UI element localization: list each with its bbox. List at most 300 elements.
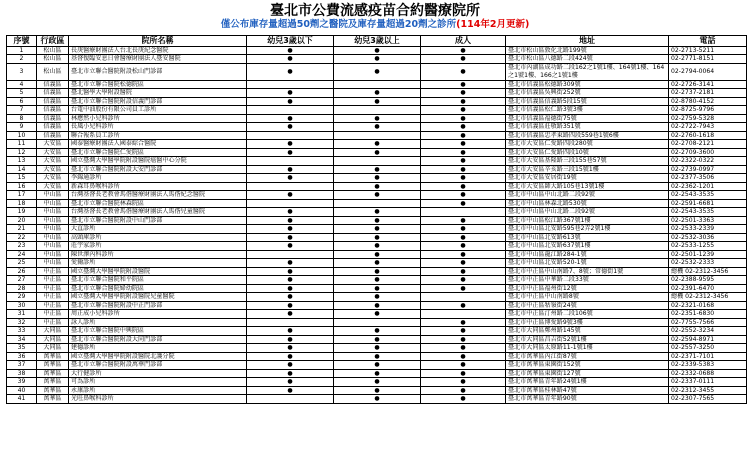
row-number: 34	[7, 335, 37, 344]
over3-mark: ●	[334, 174, 421, 183]
address-cell: 臺北市中山區北安路613號	[506, 233, 669, 242]
clinic-name: 國泰醫療財團法人國泰綜合醫院	[69, 140, 247, 149]
phone-cell: 02-8725-9796	[669, 106, 747, 115]
district-cell: 信義區	[37, 106, 69, 115]
table-row	[7, 55, 747, 64]
over3-mark	[334, 318, 421, 327]
over3-mark: ●	[334, 284, 421, 293]
address-cell: 臺北市中山區龍江路284-1號	[506, 250, 669, 259]
table-row	[7, 335, 747, 344]
address-cell: 臺北市中正區牯嶺街24號	[506, 301, 669, 310]
adult-mark: ●	[421, 191, 506, 200]
under3-mark	[247, 318, 334, 327]
clinic-name: 臺北市立聯合醫院附設松山門診部	[69, 63, 247, 80]
adult-mark	[421, 293, 506, 302]
district-cell: 松山區	[37, 46, 69, 55]
under3-mark	[247, 199, 334, 208]
over3-mark: ●	[334, 301, 421, 310]
phone-cell: 02-7755-7566	[669, 318, 747, 327]
row-number: 18	[7, 199, 37, 208]
clinic-name: 陳世澤內科診所	[69, 250, 247, 259]
phone-cell: 02-8780-4152	[669, 97, 747, 106]
under3-mark: ●	[247, 344, 334, 353]
address-cell: 臺北市中正區中華路二段33號	[506, 276, 669, 285]
address-cell: 臺北市大安區師大路105巷13號1樓	[506, 182, 669, 191]
over3-mark: ●	[334, 335, 421, 344]
clinic-name: 莊宇家診所	[69, 242, 247, 251]
table-header-row	[7, 36, 747, 47]
header-district: 行政區	[37, 36, 69, 47]
adult-mark: ●	[421, 157, 506, 166]
clinic-name: 臺北市立聯合醫院附設大同門診部	[69, 335, 247, 344]
table-row	[7, 114, 747, 123]
adult-mark: ●	[421, 165, 506, 174]
adult-mark: ●	[421, 55, 506, 64]
address-cell: 臺北市松山區八德路二段424號	[506, 55, 669, 64]
under3-mark	[247, 157, 334, 166]
district-cell: 中正區	[37, 310, 69, 319]
clinic-name: 詠人診所	[69, 318, 247, 327]
phone-cell: 02-2760-1618	[669, 131, 747, 140]
address-cell: 臺北市萬華區桂林路47號	[506, 386, 669, 395]
adult-mark: ●	[421, 140, 506, 149]
table-row	[7, 148, 747, 157]
clinic-name: 李錦通診所	[69, 174, 247, 183]
clinic-name: 聯合報系員工診所	[69, 131, 247, 140]
clinic-name: 臺北市立聯合醫院附設萬華門診部	[69, 361, 247, 370]
address-cell: 臺北市中山區林森北路530號	[506, 199, 669, 208]
clinic-name: 臺北市立聯合醫院中興院區	[69, 327, 247, 336]
row-number: 12	[7, 148, 37, 157]
district-cell: 中正區	[37, 276, 69, 285]
clinic-name: 台灣基督長老教會馬偕醫療財團法人馬偕兒童醫院	[69, 208, 247, 217]
address-cell: 臺北市中正區汀州路二段106號	[506, 310, 669, 319]
clinic-name: 周正成小兒科診所	[69, 310, 247, 319]
adult-mark: ●	[421, 242, 506, 251]
header-name: 院所名稱	[69, 36, 247, 47]
table-row	[7, 140, 747, 149]
table-row	[7, 80, 747, 89]
address-cell: 臺北市萬華區青年路90號	[506, 395, 669, 404]
over3-mark: ●	[334, 386, 421, 395]
district-cell: 中山區	[37, 259, 69, 268]
phone-cell: 02-2371-7101	[669, 352, 747, 361]
address-cell: 臺北市信義區松仁路3號3樓	[506, 106, 669, 115]
table-row	[7, 369, 747, 378]
clinic-name: 建德診所	[69, 344, 247, 353]
row-number: 17	[7, 191, 37, 200]
district-cell: 大同區	[37, 335, 69, 344]
phone-cell: 02-2322-0322	[669, 157, 747, 166]
clinic-name: 台電中油股份有限公司員工診所	[69, 106, 247, 115]
over3-mark: ●	[334, 250, 421, 259]
district-cell: 信義區	[37, 123, 69, 132]
district-cell: 中山區	[37, 233, 69, 242]
adult-mark: ●	[421, 259, 506, 268]
address-cell: 臺北市中正區福州街12號	[506, 284, 669, 293]
district-cell: 大同區	[37, 327, 69, 336]
table-row	[7, 250, 747, 259]
district-cell: 信義區	[37, 131, 69, 140]
adult-mark: ●	[421, 97, 506, 106]
table-row	[7, 191, 747, 200]
phone-cell: 02-2722-7943	[669, 123, 747, 132]
under3-mark: ●	[247, 301, 334, 310]
phone-cell: 02-2388-9595	[669, 276, 747, 285]
clinic-name: 國立臺灣大學醫學院附設醫院癌醫中心分院	[69, 157, 247, 166]
row-number: 33	[7, 327, 37, 336]
table-row	[7, 208, 747, 217]
adult-mark	[421, 208, 506, 217]
over3-mark: ●	[334, 140, 421, 149]
phone-cell: 02-2533-1255	[669, 242, 747, 251]
district-cell: 大安區	[37, 174, 69, 183]
phone-cell: 02-2709-3600	[669, 148, 747, 157]
page-subtitle	[0, 19, 750, 31]
row-number: 39	[7, 378, 37, 387]
district-cell: 信義區	[37, 114, 69, 123]
district-cell: 大安區	[37, 165, 69, 174]
table-row	[7, 361, 747, 370]
district-cell: 中山區	[37, 250, 69, 259]
district-cell: 大安區	[37, 157, 69, 166]
header-phone: 電話	[669, 36, 747, 47]
district-cell: 中山區	[37, 208, 69, 217]
over3-mark: ●	[334, 89, 421, 98]
clinic-name: 台灣基督長老教會馬偕醫療財團法人馬偕紀念醫院	[69, 191, 247, 200]
phone-cell: 02-2759-5328	[669, 114, 747, 123]
adult-mark: ●	[421, 378, 506, 387]
clinic-name: 國立臺灣大學醫學院附設醫院兒童醫院	[69, 293, 247, 302]
address-cell: 臺北市信義區莊敬路351號	[506, 123, 669, 132]
adult-mark: ●	[421, 352, 506, 361]
district-cell: 中山區	[37, 225, 69, 234]
table-row	[7, 344, 747, 353]
under3-mark: ●	[247, 148, 334, 157]
over3-mark: ●	[334, 191, 421, 200]
adult-mark: ●	[421, 182, 506, 191]
address-cell: 臺北市大安區安居街19號	[506, 174, 669, 183]
under3-mark: ●	[247, 293, 334, 302]
clinic-name: 臺北市立聯合醫院婦幼院區	[69, 284, 247, 293]
address-cell: 臺北市信義區松德路309號	[506, 80, 669, 89]
district-cell: 信義區	[37, 97, 69, 106]
clinic-name: 臺北市立聯合醫院松德院區	[69, 80, 247, 89]
phone-cell: 總機 02-2312-3456	[669, 267, 747, 276]
district-cell: 中山區	[37, 191, 69, 200]
under3-mark: ●	[247, 284, 334, 293]
address-cell: 臺北市信義區忠孝東路四段559巷1號6樓	[506, 131, 669, 140]
district-cell: 中正區	[37, 267, 69, 276]
under3-mark: ●	[247, 140, 334, 149]
address-cell: 臺北市中正區中山南路8號	[506, 293, 669, 302]
row-number: 8	[7, 114, 37, 123]
over3-mark: ●	[334, 46, 421, 55]
under3-mark: ●	[247, 63, 334, 80]
over3-mark: ●	[334, 216, 421, 225]
table-body	[7, 46, 747, 403]
row-number: 37	[7, 361, 37, 370]
row-number: 35	[7, 344, 37, 353]
over3-mark: ●	[334, 63, 421, 80]
row-number: 21	[7, 225, 37, 234]
address-cell: 臺北市中山區松江路367號1樓	[506, 216, 669, 225]
under3-mark: ●	[247, 114, 334, 123]
row-number: 5	[7, 89, 37, 98]
row-number: 19	[7, 208, 37, 217]
adult-mark	[421, 310, 506, 319]
phone-cell: 02-2307-7565	[669, 395, 747, 404]
table-row	[7, 123, 747, 132]
phone-cell: 02-2739-0997	[669, 165, 747, 174]
clinic-name: 臺北市立聯合醫院附設中山門診部	[69, 216, 247, 225]
over3-mark: ●	[334, 242, 421, 251]
adult-mark: ●	[421, 106, 506, 115]
over3-mark	[334, 80, 421, 89]
clinic-name: 長庚醫療財團法人台北長庚紀念醫院	[69, 46, 247, 55]
row-number: 30	[7, 301, 37, 310]
over3-mark: ●	[334, 208, 421, 217]
district-cell: 中正區	[37, 301, 69, 310]
phone-cell: 02-2794-0064	[669, 63, 747, 80]
phone-cell: 02-2312-3455	[669, 386, 747, 395]
over3-mark	[334, 157, 421, 166]
clinic-name: 臺北市立聯合醫院附設大安門診部	[69, 165, 247, 174]
under3-mark	[247, 395, 334, 404]
district-cell: 萬華區	[37, 369, 69, 378]
address-cell: 臺北市內湖區成功路二段162之1號1樓、164號1樓、164之1號1樓、166之1號1樓	[506, 63, 669, 80]
table-row	[7, 216, 747, 225]
row-number: 29	[7, 293, 37, 302]
phone-cell: 02-2321-0168	[669, 301, 747, 310]
clinic-name: 臺北市立聯合醫院林森院區	[69, 199, 247, 208]
table-row	[7, 386, 747, 395]
under3-mark: ●	[247, 267, 334, 276]
phone-cell: 02-2708-2121	[669, 140, 747, 149]
over3-mark: ●	[334, 361, 421, 370]
address-cell: 臺北市大同區太原路11-1號1樓	[506, 344, 669, 353]
table-row	[7, 106, 747, 115]
over3-mark: ●	[334, 182, 421, 191]
district-cell: 大安區	[37, 182, 69, 191]
clinic-name: 大行健診所	[69, 369, 247, 378]
row-number: 25	[7, 259, 37, 268]
under3-mark: ●	[247, 55, 334, 64]
under3-mark: ●	[247, 233, 334, 242]
row-number: 24	[7, 250, 37, 259]
phone-cell: 總機 02-2312-3456	[669, 293, 747, 302]
clinic-name: 可為診所	[69, 378, 247, 387]
district-cell: 中正區	[37, 293, 69, 302]
district-cell: 中山區	[37, 242, 69, 251]
table-row	[7, 301, 747, 310]
address-cell: 臺北市信義區福德街75號	[506, 114, 669, 123]
phone-cell: 02-2391-6470	[669, 284, 747, 293]
row-number: 9	[7, 123, 37, 132]
district-cell: 萬華區	[37, 386, 69, 395]
clinic-name: 愛爾診所	[69, 259, 247, 268]
table-row	[7, 276, 747, 285]
phone-cell: 02-2552-3234	[669, 327, 747, 336]
address-cell: 臺北市中山區中山北路二段92號	[506, 208, 669, 217]
district-cell: 大安區	[37, 148, 69, 157]
table-row	[7, 259, 747, 268]
district-cell: 信義區	[37, 80, 69, 89]
row-number: 15	[7, 174, 37, 183]
table-row	[7, 63, 747, 80]
table-row	[7, 174, 747, 183]
header-adult: 成人	[421, 36, 506, 47]
over3-mark: ●	[334, 225, 421, 234]
row-number: 13	[7, 157, 37, 166]
row-number: 36	[7, 352, 37, 361]
phone-cell: 02-2339-5383	[669, 361, 747, 370]
header-over3: 幼兒3歲以上	[334, 36, 421, 47]
row-number: 38	[7, 369, 37, 378]
phone-cell: 02-2591-6681	[669, 199, 747, 208]
over3-mark: ●	[334, 97, 421, 106]
row-number: 2	[7, 55, 37, 64]
under3-mark	[247, 131, 334, 140]
under3-mark: ●	[247, 216, 334, 225]
adult-mark: ●	[421, 216, 506, 225]
adult-mark: ●	[421, 148, 506, 157]
clinic-name: 臺北市立聯合醫院和平院區	[69, 276, 247, 285]
over3-mark: ●	[334, 233, 421, 242]
clinic-name: 臺北醫學大學附設醫院	[69, 89, 247, 98]
clinic-name: 臺北市立聯合醫院附設中正門診部	[69, 301, 247, 310]
district-cell: 大同區	[37, 344, 69, 353]
adult-mark: ●	[421, 361, 506, 370]
table-row	[7, 327, 747, 336]
row-number: 27	[7, 276, 37, 285]
under3-mark: ●	[247, 165, 334, 174]
adult-mark: ●	[421, 225, 506, 234]
over3-mark: ●	[334, 344, 421, 353]
under3-mark: ●	[247, 369, 334, 378]
under3-mark: ●	[247, 276, 334, 285]
clinic-table	[6, 35, 747, 404]
row-number: 3	[7, 63, 37, 80]
district-cell: 中山區	[37, 199, 69, 208]
adult-mark: ●	[421, 369, 506, 378]
table-row	[7, 199, 747, 208]
phone-cell: 02-2332-0688	[669, 369, 747, 378]
under3-mark: ●	[247, 191, 334, 200]
table-row	[7, 293, 747, 302]
update-date: (114年2月更新)	[456, 19, 530, 30]
address-cell: 臺北市大同區鄭州路145號	[506, 327, 669, 336]
over3-mark: ●	[334, 327, 421, 336]
address-cell: 臺北市萬華區內江街87號	[506, 352, 669, 361]
district-cell: 中正區	[37, 318, 69, 327]
table-row	[7, 284, 747, 293]
adult-mark: ●	[421, 284, 506, 293]
phone-cell: 02-2726-3141	[669, 80, 747, 89]
phone-cell: 02-2771-8151	[669, 55, 747, 64]
phone-cell: 02-2351-6830	[669, 310, 747, 319]
table-row	[7, 233, 747, 242]
row-number: 32	[7, 318, 37, 327]
adult-mark: ●	[421, 80, 506, 89]
phone-cell: 02-2713-5211	[669, 46, 747, 55]
district-cell: 松山區	[37, 63, 69, 80]
over3-mark: ●	[334, 352, 421, 361]
clinic-name: 新森耳鼻喉科診所	[69, 182, 247, 191]
under3-mark	[247, 250, 334, 259]
adult-mark: ●	[421, 250, 506, 259]
adult-mark: ●	[421, 267, 506, 276]
phone-cell: 02-2532-3036	[669, 233, 747, 242]
phone-cell: 02-2594-8971	[669, 335, 747, 344]
adult-mark: ●	[421, 233, 506, 242]
over3-mark	[334, 106, 421, 115]
under3-mark: ●	[247, 352, 334, 361]
over3-mark: ●	[334, 267, 421, 276]
row-number: 14	[7, 165, 37, 174]
row-number: 26	[7, 267, 37, 276]
district-cell: 萬華區	[37, 395, 69, 404]
phone-cell: 02-2362-1201	[669, 182, 747, 191]
under3-mark: ●	[247, 46, 334, 55]
under3-mark: ●	[247, 97, 334, 106]
adult-mark: ●	[421, 344, 506, 353]
table-row	[7, 225, 747, 234]
over3-mark: ●	[334, 395, 421, 404]
adult-mark: ●	[421, 318, 506, 327]
district-cell: 信義區	[37, 89, 69, 98]
clinic-name: 高頭庫診所	[69, 233, 247, 242]
under3-mark: ●	[247, 208, 334, 217]
over3-mark: ●	[334, 165, 421, 174]
row-number: 22	[7, 233, 37, 242]
under3-mark: ●	[247, 386, 334, 395]
table-row	[7, 242, 747, 251]
row-number: 4	[7, 80, 37, 89]
under3-mark: ●	[247, 259, 334, 268]
table-row	[7, 378, 747, 387]
phone-cell: 02-2737-2181	[669, 89, 747, 98]
header-under3: 幼兒3歲以下	[247, 36, 334, 47]
adult-mark: ●	[421, 395, 506, 404]
address-cell: 臺北市中正區博愛路9號3樓	[506, 318, 669, 327]
table-row	[7, 318, 747, 327]
row-number: 31	[7, 310, 37, 319]
row-number: 1	[7, 46, 37, 55]
phone-cell: 02-2501-1239	[669, 250, 747, 259]
under3-mark: ●	[247, 242, 334, 251]
adult-mark: ●	[421, 335, 506, 344]
district-cell: 萬華區	[37, 352, 69, 361]
row-number: 6	[7, 97, 37, 106]
row-number: 40	[7, 386, 37, 395]
table-row	[7, 352, 747, 361]
over3-mark: ●	[334, 259, 421, 268]
phone-cell: 02-2533-2339	[669, 225, 747, 234]
under3-mark: ●	[247, 89, 334, 98]
district-cell: 松山區	[37, 55, 69, 64]
clinic-name: 長風小兒科診所	[69, 123, 247, 132]
clinic-name: 光旺鼻喉科診所	[69, 395, 247, 404]
adult-mark: ●	[421, 123, 506, 132]
row-number: 41	[7, 395, 37, 404]
under3-mark	[247, 106, 334, 115]
address-cell: 臺北市松山區敦化北路199號	[506, 46, 669, 55]
district-cell: 中正區	[37, 284, 69, 293]
clinic-name: 基督復臨安息日會醫療財團法人臺安醫院	[69, 55, 247, 64]
clinic-name: 國立臺灣大學醫學院附設醫院北護分院	[69, 352, 247, 361]
over3-mark	[334, 131, 421, 140]
